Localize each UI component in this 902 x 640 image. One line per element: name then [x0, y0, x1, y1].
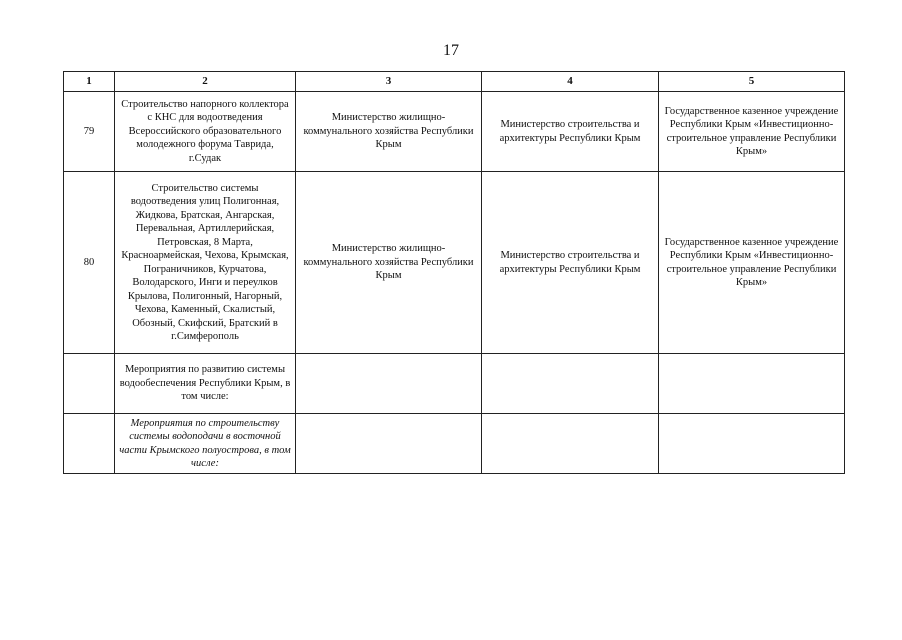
empty-cell — [659, 414, 845, 474]
subsection-row — [64, 414, 845, 474]
row-number: 80 — [64, 172, 115, 354]
empty-cell — [659, 354, 845, 414]
measures-table — [63, 71, 845, 474]
empty-cell — [64, 414, 115, 474]
row-number: 79 — [64, 92, 115, 172]
table-row — [64, 92, 845, 172]
ministry-name: Министерство строительства и архитектуры Республики Крым — [482, 92, 659, 172]
empty-cell — [64, 354, 115, 414]
page-number: 17 — [443, 42, 459, 59]
column-header-2: 2 — [115, 72, 296, 92]
empty-cell — [482, 414, 659, 474]
executor-name: Государственное казенное учреждение Республики Крым «Инвестиционно-строительное управление Республики Крым» — [659, 172, 845, 354]
column-header-3: 3 — [296, 72, 482, 92]
object-name: Строительство системы водоотведения улиц Полигонная, Жидкова, Братская, Ангарская, Перевальная, Артиллерийская, Петровская, 8 Марта, Красноармейская, Чехова, Крымская, Пограничников, Курчатова, Володарского, Инги и переулков Крылова, Полигонный, Нагорный, Чехова, Каменный, Скалистый, Обозный, Скифский, Братский в г.Симферополь — [115, 172, 296, 354]
table-header-row — [64, 72, 845, 92]
empty-cell — [296, 414, 482, 474]
object-name: Строительство напорного коллектора с КНС для водоотведения Всероссийского образовательного молодежного форума Таврида, г.Судак — [115, 92, 296, 172]
table-row — [64, 172, 845, 354]
empty-cell — [482, 354, 659, 414]
empty-cell — [296, 354, 482, 414]
customer-name: Министерство жилищно-коммунального хозяйства Республики Крым — [296, 172, 482, 354]
section-heading: Мероприятия по развитию системы водообеспечения Республики Крым, в том числе: — [115, 354, 296, 414]
column-header-4: 4 — [482, 72, 659, 92]
ministry-name: Министерство строительства и архитектуры Республики Крым — [482, 172, 659, 354]
customer-name: Министерство жилищно-коммунального хозяйства Республики Крым — [296, 92, 482, 172]
subsection-heading: Мероприятия по строительству системы водоподачи в восточной части Крымского полуострова, в том числе: — [115, 414, 296, 474]
executor-name: Государственное казенное учреждение Республики Крым «Инвестиционно-строительное управление Республики Крым» — [659, 92, 845, 172]
section-row — [64, 354, 845, 414]
column-header-5: 5 — [659, 72, 845, 92]
column-header-1: 1 — [64, 72, 115, 92]
